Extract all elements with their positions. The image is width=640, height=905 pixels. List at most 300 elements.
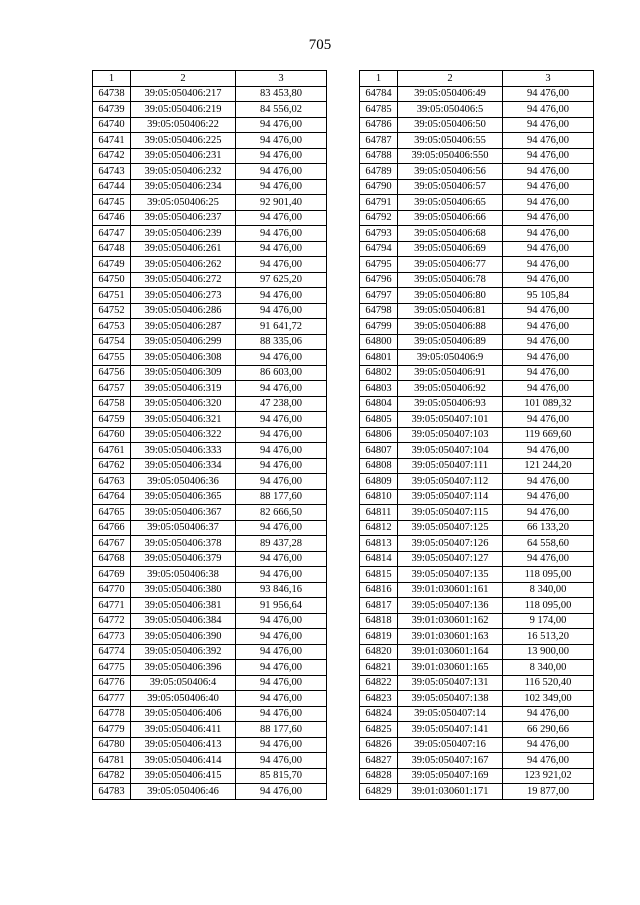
table-row [360,303,594,319]
cadastral-number-cell: 39:05:050406:237 [131,210,236,226]
value-cell: 94 476,00 [503,489,594,505]
value-cell: 89 437,28 [236,536,327,552]
value-cell: 94 476,00 [236,737,327,753]
row-number-cell: 64782 [93,768,131,784]
value-cell: 94 476,00 [236,613,327,629]
cadastral-number-cell: 39:05:050406:219 [131,102,236,118]
value-cell: 94 476,00 [503,551,594,567]
value-cell: 66 133,20 [503,520,594,536]
cadastral-number-cell: 39:05:050407:126 [398,536,503,552]
cadastral-number-cell: 39:05:050406:22 [131,117,236,133]
value-cell: 94 476,00 [503,148,594,164]
cadastral-number-cell: 39:05:050406:37 [131,520,236,536]
row-number-cell: 64799 [360,319,398,335]
value-cell: 94 476,00 [503,737,594,753]
value-cell: 94 476,00 [503,133,594,149]
cadastral-number-cell: 39:05:050407:169 [398,768,503,784]
cadastral-number-cell: 39:05:050406:384 [131,613,236,629]
table-row [93,691,327,707]
table-row [93,412,327,428]
row-number-cell: 64819 [360,629,398,645]
row-number-cell: 64776 [93,675,131,691]
table-row [360,365,594,381]
row-number-cell: 64811 [360,505,398,521]
cadastral-number-cell: 39:05:050406:88 [398,319,503,335]
value-cell: 88 177,60 [236,489,327,505]
value-cell: 94 476,00 [236,443,327,459]
table-row [360,598,594,614]
table-row [93,396,327,412]
row-number-cell: 64826 [360,737,398,753]
value-cell: 101 089,32 [503,396,594,412]
row-number-cell: 64772 [93,613,131,629]
row-number-cell: 64767 [93,536,131,552]
value-cell: 94 476,00 [503,210,594,226]
value-cell: 94 476,00 [236,381,327,397]
cadastral-number-cell: 39:05:050406:272 [131,272,236,288]
table-row [93,288,327,304]
value-cell: 88 177,60 [236,722,327,738]
table-row [360,613,594,629]
table-header-row [93,71,327,87]
cadastral-number-cell: 39:05:050406:49 [398,86,503,102]
table-row [360,458,594,474]
table-row [360,505,594,521]
cadastral-number-cell: 39:05:050406:57 [398,179,503,195]
value-cell: 121 244,20 [503,458,594,474]
row-number-cell: 64810 [360,489,398,505]
table-row [93,629,327,645]
cadastral-number-cell: 39:05:050406:262 [131,257,236,273]
table-row [93,784,327,800]
value-cell: 66 290,66 [503,722,594,738]
column-header: 2 [398,71,503,87]
table-row [93,536,327,552]
cadastral-number-cell: 39:05:050407:101 [398,412,503,428]
table-row [360,489,594,505]
value-cell: 94 476,00 [236,226,327,242]
row-number-cell: 64759 [93,412,131,428]
cadastral-number-cell: 39:05:050406:81 [398,303,503,319]
table-row [93,86,327,102]
value-cell: 85 815,70 [236,768,327,784]
row-number-cell: 64774 [93,644,131,660]
row-number-cell: 64807 [360,443,398,459]
cadastral-number-cell: 39:05:050406:333 [131,443,236,459]
row-number-cell: 64798 [360,303,398,319]
value-cell: 84 556,02 [236,102,327,118]
row-number-cell: 64773 [93,629,131,645]
row-number-cell: 64820 [360,644,398,660]
value-cell: 118 095,00 [503,598,594,614]
table-row [360,520,594,536]
row-number-cell: 64829 [360,784,398,800]
value-cell: 94 476,00 [236,551,327,567]
column-header: 1 [360,71,398,87]
row-number-cell: 64784 [360,86,398,102]
value-cell: 94 476,00 [236,117,327,133]
table-row [360,784,594,800]
table-row [360,272,594,288]
table-row [360,753,594,769]
row-number-cell: 64778 [93,706,131,722]
table-row [360,334,594,350]
table-row [93,675,327,691]
cadastral-number-cell: 39:05:050407:135 [398,567,503,583]
cadastral-number-cell: 39:05:050406:92 [398,381,503,397]
table-row [360,412,594,428]
table-row [360,381,594,397]
cadastral-number-cell: 39:05:050406:392 [131,644,236,660]
table-row [93,598,327,614]
value-cell: 95 105,84 [503,288,594,304]
row-number-cell: 64741 [93,133,131,149]
table-row [93,148,327,164]
value-cell: 102 349,00 [503,691,594,707]
row-number-cell: 64827 [360,753,398,769]
cadastral-number-cell: 39:05:050406:319 [131,381,236,397]
value-cell: 64 558,60 [503,536,594,552]
row-number-cell: 64790 [360,179,398,195]
row-number-cell: 64792 [360,210,398,226]
row-number-cell: 64739 [93,102,131,118]
value-cell: 94 476,00 [236,706,327,722]
cadastral-number-cell: 39:05:050406:80 [398,288,503,304]
value-cell: 94 476,00 [236,567,327,583]
row-number-cell: 64745 [93,195,131,211]
row-number-cell: 64771 [93,598,131,614]
cadastral-number-cell: 39:05:050406:91 [398,365,503,381]
value-cell: 94 476,00 [236,350,327,366]
value-cell: 94 476,00 [236,303,327,319]
row-number-cell: 64747 [93,226,131,242]
row-number-cell: 64763 [93,474,131,490]
row-number-cell: 64801 [360,350,398,366]
value-cell: 94 476,00 [503,195,594,211]
table-row [360,350,594,366]
cadastral-number-cell: 39:05:050406:299 [131,334,236,350]
row-number-cell: 64800 [360,334,398,350]
value-cell: 94 476,00 [236,210,327,226]
value-cell: 94 476,00 [236,179,327,195]
table-row [93,567,327,583]
table-row [360,722,594,738]
value-cell: 94 476,00 [503,365,594,381]
value-cell: 94 476,00 [236,412,327,428]
table-row [93,722,327,738]
cadastral-number-cell: 39:01:030601:162 [398,613,503,629]
row-number-cell: 64804 [360,396,398,412]
cadastral-number-cell: 39:05:050406:413 [131,737,236,753]
value-cell: 94 476,00 [503,443,594,459]
value-cell: 91 956,64 [236,598,327,614]
row-number-cell: 64766 [93,520,131,536]
value-cell: 91 641,72 [236,319,327,335]
column-header: 3 [503,71,594,87]
cadastral-number-cell: 39:05:050406:550 [398,148,503,164]
cadastral-number-cell: 39:05:050407:127 [398,551,503,567]
row-number-cell: 64780 [93,737,131,753]
value-cell: 94 476,00 [236,458,327,474]
value-cell: 13 900,00 [503,644,594,660]
cadastral-number-cell: 39:05:050406:320 [131,396,236,412]
cadastral-number-cell: 39:05:050406:65 [398,195,503,211]
table-row [93,164,327,180]
value-cell: 16 513,20 [503,629,594,645]
table-row [93,257,327,273]
value-cell: 94 476,00 [503,474,594,490]
cadastral-number-cell: 39:05:050406:225 [131,133,236,149]
row-number-cell: 64742 [93,148,131,164]
row-number-cell: 64768 [93,551,131,567]
row-number-cell: 64796 [360,272,398,288]
table-row [93,768,327,784]
value-cell: 94 476,00 [503,753,594,769]
cadastral-number-cell: 39:05:050406:411 [131,722,236,738]
value-cell: 94 476,00 [236,675,327,691]
cadastral-number-cell: 39:05:050406:78 [398,272,503,288]
table-row [93,117,327,133]
row-number-cell: 64818 [360,613,398,629]
cadastral-number-cell: 39:05:050406:234 [131,179,236,195]
value-cell: 94 476,00 [236,784,327,800]
value-cell: 94 476,00 [236,427,327,443]
value-cell: 82 666,50 [236,505,327,521]
cadastral-number-cell: 39:01:030601:165 [398,660,503,676]
row-number-cell: 64756 [93,365,131,381]
value-cell: 94 476,00 [236,520,327,536]
row-number-cell: 64777 [93,691,131,707]
cadastral-number-cell: 39:05:050406:414 [131,753,236,769]
row-number-cell: 64770 [93,582,131,598]
cadastral-number-cell: 39:05:050406:66 [398,210,503,226]
value-cell: 94 476,00 [503,272,594,288]
row-number-cell: 64789 [360,164,398,180]
table-row [360,148,594,164]
table-row [360,288,594,304]
cadastral-number-cell: 39:05:050406:89 [398,334,503,350]
table-row [360,536,594,552]
row-number-cell: 64787 [360,133,398,149]
row-number-cell: 64750 [93,272,131,288]
cadastral-number-cell: 39:05:050406:5 [398,102,503,118]
table-row [93,613,327,629]
cadastral-number-cell: 39:05:050407:131 [398,675,503,691]
table-row [360,567,594,583]
table-row [360,117,594,133]
cadastral-number-cell: 39:05:050407:138 [398,691,503,707]
table-row [360,768,594,784]
table-row [93,303,327,319]
row-number-cell: 64775 [93,660,131,676]
table-row [93,551,327,567]
column-header: 2 [131,71,236,87]
table-row [360,443,594,459]
value-cell: 118 095,00 [503,567,594,583]
table-row [93,226,327,242]
value-cell: 8 340,00 [503,582,594,598]
row-number-cell: 64769 [93,567,131,583]
cadastral-number-cell: 39:05:050406:4 [131,675,236,691]
row-number-cell: 64809 [360,474,398,490]
cadastral-number-cell: 39:05:050407:104 [398,443,503,459]
table-row [93,505,327,521]
cadastral-number-cell: 39:01:030601:171 [398,784,503,800]
value-cell: 94 476,00 [503,303,594,319]
value-cell: 94 476,00 [503,412,594,428]
cadastral-number-cell: 39:05:050406:40 [131,691,236,707]
value-cell: 94 476,00 [236,241,327,257]
cadastral-number-cell: 39:05:050407:115 [398,505,503,521]
cadastral-number-cell: 39:05:050406:381 [131,598,236,614]
cadastral-number-cell: 39:05:050406:365 [131,489,236,505]
value-cell: 94 476,00 [503,102,594,118]
cadastral-number-cell: 39:05:050406:69 [398,241,503,257]
value-cell: 94 476,00 [503,350,594,366]
row-number-cell: 64743 [93,164,131,180]
cadastral-number-cell: 39:05:050407:125 [398,520,503,536]
value-cell: 92 901,40 [236,195,327,211]
row-number-cell: 64821 [360,660,398,676]
cadastral-number-cell: 39:05:050406:390 [131,629,236,645]
cadastral-number-cell: 39:05:050406:38 [131,567,236,583]
table-row [93,102,327,118]
row-number-cell: 64746 [93,210,131,226]
table-row [360,551,594,567]
table-row [93,381,327,397]
row-number-cell: 64781 [93,753,131,769]
cadastral-number-cell: 39:05:050406:309 [131,365,236,381]
table-row [360,226,594,242]
row-number-cell: 64757 [93,381,131,397]
row-number-cell: 64754 [93,334,131,350]
value-cell: 116 520,40 [503,675,594,691]
row-number-cell: 64817 [360,598,398,614]
value-cell: 94 476,00 [503,257,594,273]
value-cell: 94 476,00 [236,164,327,180]
value-cell: 94 476,00 [236,257,327,273]
value-cell: 94 476,00 [236,133,327,149]
table-row [360,257,594,273]
row-number-cell: 64806 [360,427,398,443]
row-number-cell: 64783 [93,784,131,800]
value-cell: 94 476,00 [503,226,594,242]
value-cell: 94 476,00 [236,660,327,676]
row-number-cell: 64738 [93,86,131,102]
value-cell: 94 476,00 [503,505,594,521]
row-number-cell: 64761 [93,443,131,459]
value-cell: 94 476,00 [503,319,594,335]
table-row [93,520,327,536]
row-number-cell: 64803 [360,381,398,397]
table-row [93,365,327,381]
cadastral-number-cell: 39:05:050407:14 [398,706,503,722]
cadastral-number-cell: 39:01:030601:161 [398,582,503,598]
table-row [93,334,327,350]
cadastral-number-cell: 39:05:050406:50 [398,117,503,133]
row-number-cell: 64788 [360,148,398,164]
table-row [93,706,327,722]
cadastral-number-cell: 39:01:030601:163 [398,629,503,645]
row-number-cell: 64785 [360,102,398,118]
row-number-cell: 64765 [93,505,131,521]
cadastral-number-cell: 39:05:050406:379 [131,551,236,567]
table-row [360,86,594,102]
cadastral-number-cell: 39:05:050407:136 [398,598,503,614]
value-cell: 94 476,00 [503,334,594,350]
table-row [360,179,594,195]
value-cell: 94 476,00 [236,474,327,490]
row-number-cell: 64751 [93,288,131,304]
cadastral-number-cell: 39:05:050406:68 [398,226,503,242]
cadastral-number-cell: 39:01:030601:164 [398,644,503,660]
table-row [360,164,594,180]
table-row [360,241,594,257]
row-number-cell: 64814 [360,551,398,567]
table-row [93,489,327,505]
value-cell: 97 625,20 [236,272,327,288]
row-number-cell: 64816 [360,582,398,598]
value-cell: 47 238,00 [236,396,327,412]
row-number-cell: 64786 [360,117,398,133]
row-number-cell: 64797 [360,288,398,304]
row-number-cell: 64755 [93,350,131,366]
table-header-row [360,71,594,87]
value-cell: 94 476,00 [236,288,327,304]
row-number-cell: 64779 [93,722,131,738]
row-number-cell: 64794 [360,241,398,257]
table-row [360,644,594,660]
row-number-cell: 64791 [360,195,398,211]
cadastral-number-cell: 39:05:050406:231 [131,148,236,164]
table-row [360,396,594,412]
table-row [360,133,594,149]
cadastral-number-cell: 39:05:050406:380 [131,582,236,598]
cadastral-number-cell: 39:05:050406:273 [131,288,236,304]
cadastral-number-cell: 39:05:050406:56 [398,164,503,180]
table-row [360,582,594,598]
table-row [93,179,327,195]
row-number-cell: 64825 [360,722,398,738]
cadastral-number-cell: 39:05:050406:239 [131,226,236,242]
table-row [93,427,327,443]
cadastral-number-cell: 39:05:050406:334 [131,458,236,474]
value-cell: 94 476,00 [236,691,327,707]
row-number-cell: 64824 [360,706,398,722]
table-row [93,644,327,660]
table-row [360,660,594,676]
cadastral-number-cell: 39:05:050406:415 [131,768,236,784]
cadastral-number-cell: 39:05:050406:77 [398,257,503,273]
table-row [93,458,327,474]
value-cell: 94 476,00 [236,629,327,645]
table-row [360,706,594,722]
value-cell: 94 476,00 [503,179,594,195]
value-cell: 86 603,00 [236,365,327,381]
row-number-cell: 64828 [360,768,398,784]
page-number: 705 [308,37,332,53]
row-number-cell: 64808 [360,458,398,474]
row-number-cell: 64762 [93,458,131,474]
row-number-cell: 64805 [360,412,398,428]
cadastral-number-cell: 39:05:050407:114 [398,489,503,505]
value-cell: 83 453,80 [236,86,327,102]
table-row [93,474,327,490]
value-cell: 94 476,00 [503,117,594,133]
table-row [93,737,327,753]
cadastral-number-cell: 39:05:050406:367 [131,505,236,521]
cadastral-number-cell: 39:05:050407:112 [398,474,503,490]
